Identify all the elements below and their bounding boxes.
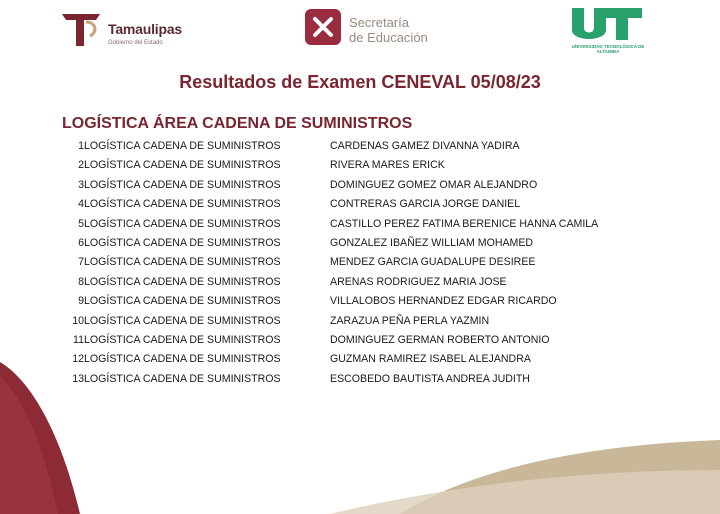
row-name: GUZMAN RAMIREZ ISABEL ALEJANDRA xyxy=(330,353,531,366)
row-program: LOGÍSTICA CADENA DE SUMINISTROS xyxy=(84,198,281,211)
row-program: LOGÍSTICA CADENA DE SUMINISTROS xyxy=(84,178,281,191)
ut-caption: UNIVERSIDAD TECNOLÓGICA DE ALTAMIRA xyxy=(571,44,645,54)
row-name: CASTILLO PEREZ FATIMA BERENICE HANNA CAMILA xyxy=(330,217,599,230)
row-program: LOGÍSTICA CADENA DE SUMINISTROS xyxy=(84,275,281,288)
row-program: LOGÍSTICA CADENA DE SUMINISTROS xyxy=(84,353,281,366)
row-number: 9 xyxy=(78,295,84,308)
row-number: 4 xyxy=(78,198,84,211)
row-name: CARDENAS GAMEZ DIVANNA YADIRA xyxy=(330,140,520,152)
row-name: DOMINGUEZ GOMEZ OMAR ALEJANDRO xyxy=(330,178,538,191)
row-number: 3 xyxy=(78,178,84,191)
row-name: RIVERA MARES ERICK xyxy=(330,159,445,172)
row-number: 2 xyxy=(78,159,84,172)
row-number: 6 xyxy=(78,236,84,249)
row-name: MENDEZ GARCIA GUADALUPE DESIREE xyxy=(330,256,536,269)
row-number: 5 xyxy=(78,217,84,230)
row-name: DOMINGUEZ GERMAN ROBERTO ANTONIO xyxy=(330,333,550,346)
row-number: 7 xyxy=(78,256,84,269)
ut-altamira-logo xyxy=(568,4,678,54)
row-number: 13 xyxy=(72,372,84,385)
row-name: VILLALOBOS HERNANDEZ EDGAR RICARDO xyxy=(330,295,557,308)
row-name: GONZALEZ IBAÑEZ WILLIAM MOHAMED xyxy=(330,236,534,249)
section-title: LOGÍSTICA ÁREA CADENA DE SUMINISTROS xyxy=(62,115,413,132)
row-name: CONTRERAS GARCIA JORGE DANIEL xyxy=(330,198,521,211)
row-name: ARENAS RODRIGUEZ MARIA JOSE xyxy=(330,275,507,288)
row-program: LOGÍSTICA CADENA DE SUMINISTROS xyxy=(84,256,281,269)
row-number: 11 xyxy=(73,333,84,346)
row-program: LOGÍSTICA CADENA DE SUMINISTROS xyxy=(84,236,281,249)
row-program: LOGÍSTICA CADENA DE SUMINISTROS xyxy=(84,159,281,172)
row-number: 1 xyxy=(78,140,84,152)
row-program: LOGÍSTICA CADENA DE SUMINISTROS xyxy=(84,295,281,308)
row-program: LOGÍSTICA CADENA DE SUMINISTROS xyxy=(84,217,281,230)
sep-line1: Secretaría xyxy=(349,15,409,30)
row-number: 10 xyxy=(72,314,84,327)
row-program: LOGÍSTICA CADENA DE SUMINISTROS xyxy=(84,314,281,327)
page-title: Resultados de Examen CENEVAL 05/08/23 xyxy=(179,72,541,92)
tamaulipas-subtitle: Gobierno del Estado xyxy=(108,40,163,46)
tamaulipas-name: Tamaulipas xyxy=(108,21,182,37)
sep-logo xyxy=(305,9,445,49)
row-program: LOGÍSTICA CADENA DE SUMINISTROS xyxy=(84,140,281,152)
sep-emblem-icon xyxy=(305,9,341,45)
ut-emblem-icon xyxy=(568,4,642,42)
row-program: LOGÍSTICA CADENA DE SUMINISTROS xyxy=(84,372,281,385)
row-number: 8 xyxy=(78,275,84,288)
row-name: ESCOBEDO BAUTISTA ANDREA JUDITH xyxy=(330,372,530,385)
sep-line2: de Educación xyxy=(349,30,428,45)
tamaulipas-logo xyxy=(60,8,200,48)
tamaulipas-emblem-icon xyxy=(60,8,104,48)
row-number: 12 xyxy=(72,353,84,366)
row-name: ZARAZUA PEÑA PERLA YAZMIN xyxy=(330,314,490,327)
row-program: LOGÍSTICA CADENA DE SUMINISTROS xyxy=(84,333,281,346)
